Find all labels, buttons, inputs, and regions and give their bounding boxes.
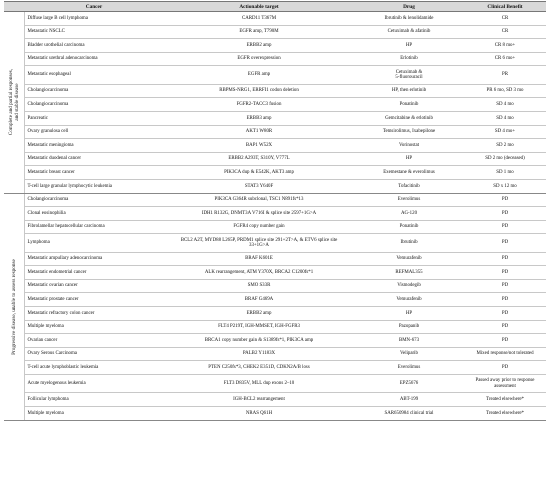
cell-cancer-text: Multiple myeloma <box>27 410 64 416</box>
cell-clinical-benefit-text: SD 2 mo (deceased) <box>485 156 525 162</box>
cell-actionable-target-text: EGFR amp, T790M <box>239 29 279 35</box>
cell-clinical-benefit-text: Treated elsewhere* <box>486 397 524 403</box>
cell-clinical-benefit <box>464 25 546 39</box>
cell-drug-text: BMN-673 <box>398 337 420 343</box>
cell-clinical-benefit-text: PD <box>501 324 509 330</box>
cell-cancer-text: Acute myelogenous leukemia <box>27 381 86 387</box>
cell-clinical-benefit-text: SD 2 mo <box>496 142 514 148</box>
cell-drug-text: Exemestane & everolimus <box>383 169 435 175</box>
cell-clinical-benefit <box>464 125 546 139</box>
cell-actionable-target-text: BRAF G469A <box>244 297 274 303</box>
cell-clinical-benefit <box>464 234 546 252</box>
cell-clinical-benefit-text: PD <box>501 283 509 289</box>
cell-clinical-benefit-text: PD <box>501 197 509 203</box>
cell-cancer <box>24 111 164 125</box>
cell-drug <box>354 347 464 361</box>
cell-cancer-text: Lymphoma <box>27 240 50 246</box>
cell-cancer-text: Ovary granulosa cell <box>27 129 69 135</box>
cell-clinical-benefit-text: PD <box>501 256 509 262</box>
cell-actionable-target <box>164 193 354 207</box>
cell-cancer <box>24 266 164 280</box>
cell-clinical-benefit <box>464 179 546 193</box>
cell-cancer-text: Pancreatic <box>27 115 48 121</box>
cell-cancer <box>24 84 164 98</box>
cell-clinical-benefit <box>464 334 546 348</box>
cell-clinical-benefit <box>464 111 546 125</box>
cell-clinical-benefit <box>464 220 546 234</box>
cell-actionable-target <box>164 12 354 26</box>
cell-actionable-target <box>164 320 354 334</box>
cell-clinical-benefit-text: Treated elsewhere* <box>486 410 524 416</box>
cell-cancer <box>24 207 164 221</box>
cell-clinical-benefit-text: PR 6 mo, SD 3 mo <box>486 88 524 94</box>
cell-actionable-target <box>164 84 354 98</box>
cell-actionable-target-text: EGFR amp <box>247 72 271 78</box>
cell-cancer-text: Cholangiocarcinoma <box>27 101 69 107</box>
cell-drug-text: EPZ5676 <box>399 381 419 387</box>
cell-actionable-target-text: AKT1 W80R <box>245 129 273 135</box>
cell-cancer <box>24 166 164 180</box>
cell-cancer-text: Metastatic endometrial cancer <box>27 269 87 275</box>
cell-actionable-target <box>164 39 354 53</box>
cell-drug <box>354 279 464 293</box>
cell-drug-text: Everolimus <box>397 197 421 203</box>
cell-clinical-benefit <box>464 407 546 421</box>
cell-cancer-text: Ovarian cancer <box>27 337 58 343</box>
header-row <box>4 2 546 12</box>
cell-cancer <box>24 407 164 421</box>
cell-drug <box>354 220 464 234</box>
cell-drug <box>354 125 464 139</box>
cell-drug <box>354 39 464 53</box>
cell-clinical-benefit-text: PD <box>501 310 509 316</box>
cell-actionable-target-text: PALB2 Y1183X <box>242 351 276 357</box>
cell-drug <box>354 293 464 307</box>
cell-cancer-text: Metastatic prostate cancer <box>27 297 79 303</box>
cell-actionable-target <box>164 66 354 84</box>
cell-actionable-target <box>164 393 354 407</box>
table-row <box>4 361 546 375</box>
cell-cancer <box>24 320 164 334</box>
cell-actionable-target-text: FLT4 P219T, IGH-MMSET, IGH-FGFR3 <box>218 324 300 330</box>
cell-clinical-benefit <box>464 252 546 266</box>
row-group-label: Complete and partial responses, and stable disease <box>7 69 20 136</box>
cell-drug <box>354 393 464 407</box>
table-row <box>4 293 546 307</box>
cell-drug <box>354 98 464 112</box>
cell-cancer <box>24 307 164 321</box>
cell-actionable-target <box>164 152 354 166</box>
cell-cancer-text: Cholangiocarcinoma <box>27 88 69 94</box>
cell-drug-text: Ibrutinib & lenolidamide <box>384 15 434 21</box>
cell-clinical-benefit <box>464 193 546 207</box>
cell-clinical-benefit-text: PD <box>501 240 509 246</box>
cell-actionable-target-text: IDH1 R132G, DNMT3A V716I & splice site 2597+1G>A <box>201 210 317 216</box>
row-group-label-cell <box>4 12 24 194</box>
table-row <box>4 320 546 334</box>
table-row <box>4 279 546 293</box>
table-row <box>4 193 546 207</box>
cell-cancer-text: Multiple myeloma <box>27 324 64 330</box>
cell-actionable-target <box>164 179 354 193</box>
cell-cancer-text: Fibrolamellar hepatocellular carcinoma <box>27 224 105 230</box>
cell-drug <box>354 266 464 280</box>
row-group-label-cell <box>4 193 24 420</box>
cell-clinical-benefit <box>464 52 546 66</box>
cell-actionable-target <box>164 166 354 180</box>
cell-clinical-benefit-text: CR 6 mo+ <box>494 56 516 62</box>
cell-actionable-target <box>164 125 354 139</box>
table-row <box>4 139 546 153</box>
cell-cancer-text: T-cell acute lymphoblastic leukemia <box>27 365 99 371</box>
cell-cancer <box>24 334 164 348</box>
table-row <box>4 152 546 166</box>
cell-drug <box>354 234 464 252</box>
cell-cancer <box>24 25 164 39</box>
cell-clinical-benefit-text: Passed away prior to response assessment <box>475 378 535 389</box>
cell-drug-text: HP <box>405 310 413 316</box>
cell-clinical-benefit-text: SD 1 mo <box>496 169 514 175</box>
table-row <box>4 220 546 234</box>
table-row <box>4 375 546 393</box>
cell-actionable-target <box>164 307 354 321</box>
cell-drug-text: HP <box>405 42 413 48</box>
cell-drug <box>354 25 464 39</box>
cell-drug-text: Temsirolimus, Ixabepilone <box>382 129 436 135</box>
cell-clinical-benefit-text: CR <box>501 15 509 21</box>
cell-clinical-benefit <box>464 347 546 361</box>
cell-cancer-text: T-cell large granular lymphocytic leukemia <box>27 183 112 189</box>
cell-cancer-text: Metastatic NSCLC <box>27 29 65 35</box>
table-row <box>4 12 546 26</box>
table-row <box>4 307 546 321</box>
cell-clinical-benefit-text: PD <box>501 365 509 371</box>
cell-clinical-benefit-text: PD <box>501 210 509 216</box>
cell-clinical-benefit-text: CR 8 mo+ <box>494 42 516 48</box>
cell-actionable-target <box>164 334 354 348</box>
cell-cancer-text: Follicular lymphoma <box>27 397 69 403</box>
table-row <box>4 266 546 280</box>
cell-cancer <box>24 179 164 193</box>
cell-actionable-target <box>164 98 354 112</box>
cell-drug-text: AG-120 <box>400 210 418 216</box>
cell-drug-text: Cetuximab & afatinib <box>387 29 431 35</box>
cell-cancer-text: Metastatic esophageal <box>27 72 71 78</box>
cell-cancer-text: Metastatic breast cancer <box>27 169 75 175</box>
cell-clinical-benefit <box>464 39 546 53</box>
cell-drug <box>354 139 464 153</box>
cell-clinical-benefit-text: SD 4 mo <box>496 101 514 107</box>
cell-clinical-benefit-text: PR <box>502 72 508 78</box>
cell-drug-text: Veliparib <box>400 351 418 357</box>
cell-cancer <box>24 98 164 112</box>
cell-drug <box>354 334 464 348</box>
actionable-targets-table <box>4 1 546 421</box>
table-row <box>4 347 546 361</box>
cell-actionable-target <box>164 52 354 66</box>
cell-cancer-text: Diffuse large B cell lymphoma <box>27 15 88 21</box>
cell-clinical-benefit-text: SD 4 mo <box>496 115 514 121</box>
cell-cancer <box>24 152 164 166</box>
cell-actionable-target-text: FLT3 D835V, MLL dup exons 2–10 <box>223 381 295 387</box>
cell-actionable-target <box>164 293 354 307</box>
cell-clinical-benefit <box>464 307 546 321</box>
cell-drug <box>354 111 464 125</box>
cell-drug <box>354 179 464 193</box>
cell-drug-text: REFMAL355 <box>395 269 423 275</box>
cell-actionable-target <box>164 139 354 153</box>
cell-drug <box>354 66 464 84</box>
cell-drug <box>354 307 464 321</box>
cell-drug-text: Vorinostat <box>398 142 419 148</box>
table-body <box>4 12 546 421</box>
cell-drug-text: Ibrutinib <box>400 240 418 246</box>
cell-actionable-target-text: BRCA1 copy number gain & S1389fs*1, PIK3CA amp <box>204 337 314 343</box>
cell-clinical-benefit <box>464 139 546 153</box>
cell-clinical-benefit <box>464 320 546 334</box>
cell-drug-text: Ponatinib <box>399 224 419 230</box>
cell-actionable-target <box>164 25 354 39</box>
header-drug: Drug <box>354 2 464 12</box>
cell-clinical-benefit-text: PD <box>501 224 509 230</box>
cell-cancer <box>24 393 164 407</box>
cell-cancer <box>24 12 164 26</box>
cell-actionable-target <box>164 207 354 221</box>
cell-drug <box>354 152 464 166</box>
cell-drug-text: ABT-199 <box>399 397 419 403</box>
cell-drug <box>354 252 464 266</box>
cell-clinical-benefit <box>464 361 546 375</box>
table-row <box>4 234 546 252</box>
cell-cancer <box>24 252 164 266</box>
header-cancer: Cancer <box>24 2 164 12</box>
cell-drug-text: Vemurafenib <box>396 256 422 262</box>
table-row <box>4 166 546 180</box>
cell-clinical-benefit <box>464 266 546 280</box>
cell-drug-text: Pazopanib <box>398 324 420 330</box>
cell-drug <box>354 166 464 180</box>
cell-drug-text: HP <box>405 156 413 162</box>
table-row <box>4 393 546 407</box>
cell-clinical-benefit-text: CR <box>501 29 509 35</box>
cell-clinical-benefit <box>464 279 546 293</box>
cell-drug <box>354 193 464 207</box>
cell-cancer-text: Cholangiocarcinoma <box>27 197 69 203</box>
cell-actionable-target-text: ERBB2 amp <box>246 42 272 48</box>
cell-actionable-target-text: ERBB2 A293T, S310Y, V777L <box>228 156 290 162</box>
cell-actionable-target-text: FGFR4 copy number gain <box>233 224 285 230</box>
header-clinical-benefit: Clinical Benefit <box>464 2 546 12</box>
cell-cancer <box>24 347 164 361</box>
cell-actionable-target-text: STAT3 Y640F <box>244 183 274 189</box>
cell-actionable-target <box>164 361 354 375</box>
cell-clinical-benefit <box>464 152 546 166</box>
cell-cancer <box>24 125 164 139</box>
cell-cancer <box>24 139 164 153</box>
cell-actionable-target-text: ERBB3 amp <box>246 115 272 121</box>
cell-cancer <box>24 193 164 207</box>
table-row <box>4 111 546 125</box>
cell-drug-text: Vismodegib <box>397 283 421 289</box>
cell-drug <box>354 52 464 66</box>
cell-cancer-text: Metastatic duodenal cancer <box>27 156 81 162</box>
cell-drug <box>354 207 464 221</box>
cell-cancer <box>24 39 164 53</box>
cell-cancer <box>24 234 164 252</box>
cell-actionable-target <box>164 375 354 393</box>
cell-cancer-text: Metastatic urethral adenocarcinoma <box>27 56 98 62</box>
cell-actionable-target-text: NRAS Q61H <box>245 410 273 416</box>
cell-clinical-benefit <box>464 66 546 84</box>
cell-clinical-benefit-text: Mixed response/not tolerated <box>476 351 534 357</box>
cell-drug <box>354 361 464 375</box>
cell-actionable-target <box>164 111 354 125</box>
cell-actionable-target-text: PIK3CA dup & E542K, AKT3 amp <box>224 169 294 175</box>
cell-drug-text: Everolimus <box>397 365 421 371</box>
cell-drug <box>354 375 464 393</box>
cell-actionable-target-text: FGFR2-TACC3 fusion <box>236 101 282 107</box>
cell-drug-text: Gemcitabine & erlotinib <box>385 115 433 121</box>
header-actionable-target: Actionable target <box>164 2 354 12</box>
cell-clinical-benefit-text: PD <box>501 269 509 275</box>
cell-actionable-target-text: BRAF K601E <box>245 256 273 262</box>
cell-drug <box>354 84 464 98</box>
cell-actionable-target-text: PIK3CA G364R subclonal, TSC1 N891fs*13 <box>214 197 304 203</box>
cell-actionable-target-text: SMO S33R <box>247 283 271 289</box>
table-row <box>4 207 546 221</box>
table-row <box>4 334 546 348</box>
cell-actionable-target-text: PTEN C250fs*3, CHEK2 E351D, CDKN2A/B loss <box>208 365 310 371</box>
cell-cancer <box>24 375 164 393</box>
cell-actionable-target <box>164 220 354 234</box>
cell-clinical-benefit <box>464 166 546 180</box>
cell-actionable-target <box>164 252 354 266</box>
cell-cancer-text: Ovary Serous Carcinoma <box>27 351 77 357</box>
table-row <box>4 98 546 112</box>
cell-clinical-benefit <box>464 12 546 26</box>
cell-drug-text: SAR650984 clinical trial <box>384 410 434 416</box>
cell-actionable-target-text: ERBB2 amp <box>246 310 272 316</box>
cell-clinical-benefit <box>464 98 546 112</box>
cell-cancer <box>24 52 164 66</box>
cell-clinical-benefit <box>464 375 546 393</box>
cell-drug <box>354 12 464 26</box>
table-row <box>4 52 546 66</box>
cell-actionable-target <box>164 347 354 361</box>
cell-drug <box>354 407 464 421</box>
cell-clinical-benefit <box>464 393 546 407</box>
cell-drug-text: HP, then erlotinib <box>391 88 427 94</box>
cell-actionable-target-text: BAP1 W52X <box>245 142 273 148</box>
cell-drug-text: Vemurafenib <box>396 297 422 303</box>
cell-cancer-text: Metastatic meningioma <box>27 142 74 148</box>
cell-clinical-benefit <box>464 207 546 221</box>
cell-clinical-benefit <box>464 293 546 307</box>
cell-actionable-target-text: BCL2 A2T, MYD88 L265P, PRDM1 splice site 291+2T>A, & ETV6 splice site 33+1G>A <box>180 237 338 248</box>
cell-cancer <box>24 279 164 293</box>
cell-cancer <box>24 361 164 375</box>
table-row <box>4 125 546 139</box>
cell-clinical-benefit-text: SD x 12 mo <box>493 183 517 189</box>
cell-actionable-target-text: ALK rearrangement, ATM Y370X, BRCA2 C1200fs*1 <box>204 269 314 275</box>
table-row <box>4 25 546 39</box>
table-row <box>4 39 546 53</box>
cell-clinical-benefit-text: PD <box>501 337 509 343</box>
cell-drug-text: Tofacitinib <box>398 183 420 189</box>
cell-cancer-text: Metastatic ovarian cancer <box>27 283 78 289</box>
cell-actionable-target <box>164 279 354 293</box>
cell-actionable-target <box>164 266 354 280</box>
cell-cancer <box>24 220 164 234</box>
cell-actionable-target-text: CARD11 T367M <box>241 15 277 21</box>
cell-drug-text: Ponatinib <box>399 101 419 107</box>
cell-drug-text: Cetuximab & 5-fluorouracil <box>395 69 423 81</box>
cell-drug-text: Erlotinib <box>400 56 418 62</box>
cell-clinical-benefit-text: SD 4 mo+ <box>494 129 516 135</box>
cell-actionable-target <box>164 234 354 252</box>
cell-clinical-benefit-text: PD <box>501 297 509 303</box>
cell-drug <box>354 320 464 334</box>
cell-cancer-text: Metastatic ampullary adenocarcinoma <box>27 256 103 262</box>
table-row <box>4 179 546 193</box>
cell-cancer-text: Bladder urothelial carcinoma <box>27 42 85 48</box>
table-row <box>4 66 546 84</box>
cell-actionable-target-text: RBPMS-NRG1, ERRFI1 codon deletion <box>219 88 299 94</box>
table-row <box>4 407 546 421</box>
row-group-label: Progressive disease, unable to assess response <box>10 258 17 355</box>
cell-cancer <box>24 66 164 84</box>
cell-cancer-text: Metastatic refractory colon cancer <box>27 310 95 316</box>
cell-cancer-text: Clonal eosinophilia <box>27 210 66 216</box>
table-row <box>4 84 546 98</box>
table-row <box>4 252 546 266</box>
cell-cancer <box>24 293 164 307</box>
cell-actionable-target-text: IGH-BCL2 rearrangement <box>233 397 285 403</box>
cell-clinical-benefit <box>464 84 546 98</box>
header-group <box>4 2 24 12</box>
cell-actionable-target <box>164 407 354 421</box>
cell-actionable-target-text: EGFR overexpression <box>237 56 281 62</box>
